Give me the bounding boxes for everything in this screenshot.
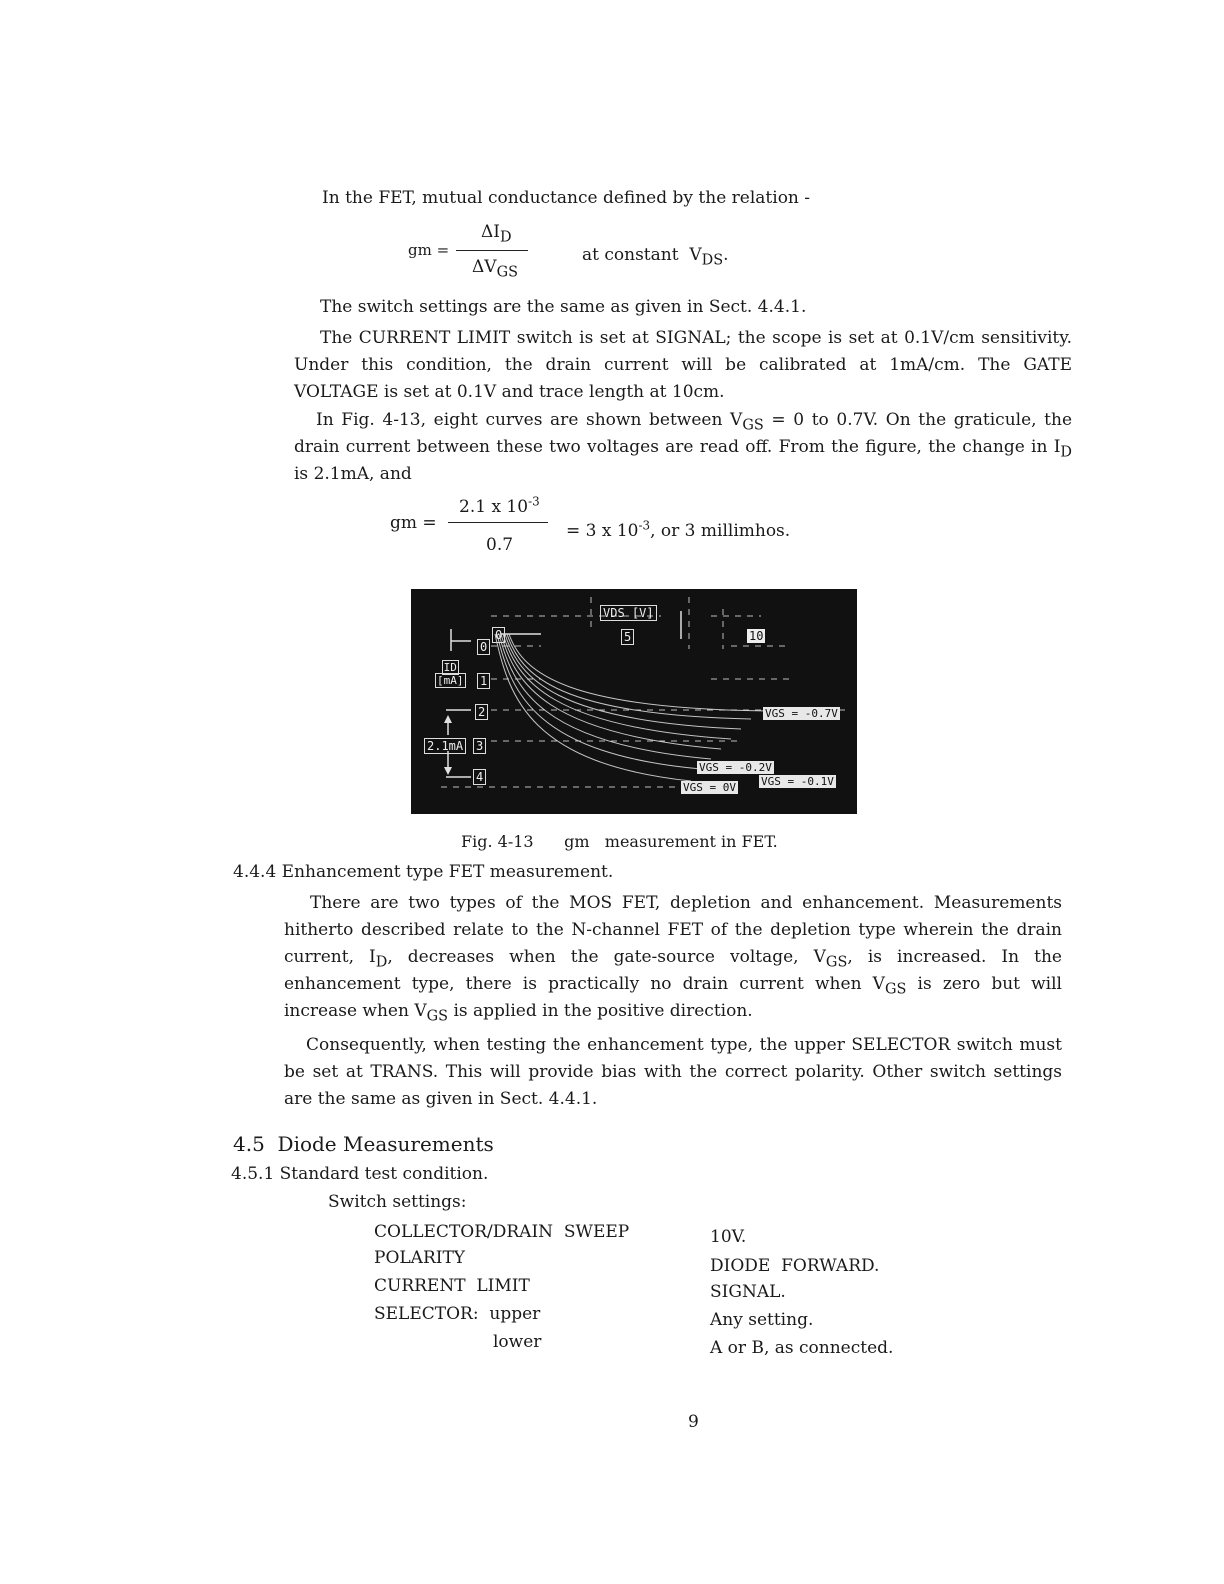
intro-text: In the FET, mutual conductance defined by the relation - — [322, 188, 811, 208]
paragraph-current-limit: The CURRENT LIMIT switch is set at SIGNAL; the scope is set at 0.1V/cm sensitivity. Under this condition, the drain current will be calibrated at 1mA/cm. The GATE VOLTAGE is set at 0.1V and trace length at 10cm. — [294, 328, 1072, 402]
formula-lhs: gm = — [408, 241, 450, 259]
id-axis-label: ID [mA] — [437, 661, 464, 687]
setting-name: COLLECTOR/DRAIN SWEEP — [374, 1222, 630, 1242]
vgs-0.2-label: VGS = -0.2V — [699, 761, 772, 774]
figure-caption: Fig. 4-13 gm measurement in FET. — [461, 832, 778, 851]
vgs-0.1-label: VGS = -0.1V — [761, 775, 834, 788]
paragraph-enhancement-testing: Consequently, when testing the enhancement type, the upper SELECTOR switch must be set at TRANS. This will provide bias with the correct polarity. Other switch settings are the same as given in Sect. 4.4.1. — [284, 1035, 1062, 1109]
formula-numerator: $\Delta I_D$ — [481, 222, 512, 246]
x-tick-5: 5 — [621, 629, 634, 645]
setting-name: SELECTOR: upper — [374, 1304, 541, 1324]
vgs-0.7-label: VGS = -0.7V — [765, 707, 838, 720]
y-tick-0-origin: 0 — [492, 627, 505, 643]
formula2-lhs: gm = — [390, 513, 437, 533]
oscilloscope-figure — [411, 589, 857, 814]
fraction-bar-2 — [448, 522, 548, 523]
y-tick-1: 1 — [477, 673, 490, 689]
section-45-heading: 4.5 Diode Measurements — [233, 1132, 494, 1156]
formula2-denominator: 0.7 — [486, 535, 514, 555]
setting-value: Any setting. — [710, 1310, 814, 1330]
delta-current-label: 2.1mA — [424, 738, 466, 754]
vgs-0-label: VGS = 0V — [683, 781, 736, 794]
setting-name: POLARITY — [374, 1248, 466, 1268]
setting-row — [374, 1222, 934, 1248]
y-tick-2: 2 — [475, 704, 488, 720]
formula-denominator: $\Delta V_{GS}$ — [472, 257, 518, 281]
vds-axis-label: VDS [V] — [600, 605, 657, 621]
y-tick-4: 4 — [473, 769, 486, 785]
formula-condition: at constant $V_{DS}$. — [582, 245, 729, 269]
switch-settings-heading: Switch settings: — [328, 1192, 467, 1212]
setting-value: SIGNAL. — [710, 1282, 786, 1302]
setting-row — [374, 1332, 934, 1358]
setting-row — [374, 1276, 934, 1302]
setting-value: 10V. — [710, 1227, 747, 1247]
paragraph-switch-settings: The switch settings are the same as given in Sect. 4.4.1. — [320, 297, 807, 317]
page-number: 9 — [688, 1412, 699, 1432]
paragraph-fig-reference: In Fig. 4-13, eight curves are shown between $V_{GS} = 0$ to 0.7V. On the graticule, the drain current between these two voltages are read off. From the figure, the change in $I_D$ is 2.1mA, and — [294, 410, 1073, 484]
setting-name: CURRENT LIMIT — [374, 1276, 530, 1296]
setting-row — [374, 1248, 934, 1274]
section-451-heading: 4.5.1 Standard test condition. — [231, 1164, 489, 1184]
formula2-numerator: 2.1 x $10^{-3}$ — [459, 494, 540, 517]
setting-name: lower — [493, 1332, 542, 1352]
paragraph-mos-types: There are two types of the MOS FET, depletion and enhancement. Measurements hitherto described relate to the N-channel FET of the depletion type wherein the drain current, $I_D$, decreases when the gate-source voltage, $V_{GS}$, is increased. In the enhancement type, there is practically no drain current when $V_{GS}$ is zero but will increase when $V_{GS}$ is applied in the positive direction. — [284, 893, 1062, 1025]
setting-row — [374, 1304, 934, 1330]
setting-value: A or B, as connected. — [710, 1338, 894, 1358]
fraction-bar — [456, 250, 528, 251]
formula2-result: = 3 x $10^{-3}$, or 3 millimhos. — [566, 518, 791, 541]
x-tick-10: 10 — [749, 629, 764, 643]
y-tick-3: 3 — [473, 738, 486, 754]
section-444-heading: 4.4.4 Enhancement type FET measurement. — [233, 862, 614, 882]
setting-value: DIODE FORWARD. — [710, 1256, 880, 1276]
y-tick-0: 0 — [477, 639, 490, 655]
